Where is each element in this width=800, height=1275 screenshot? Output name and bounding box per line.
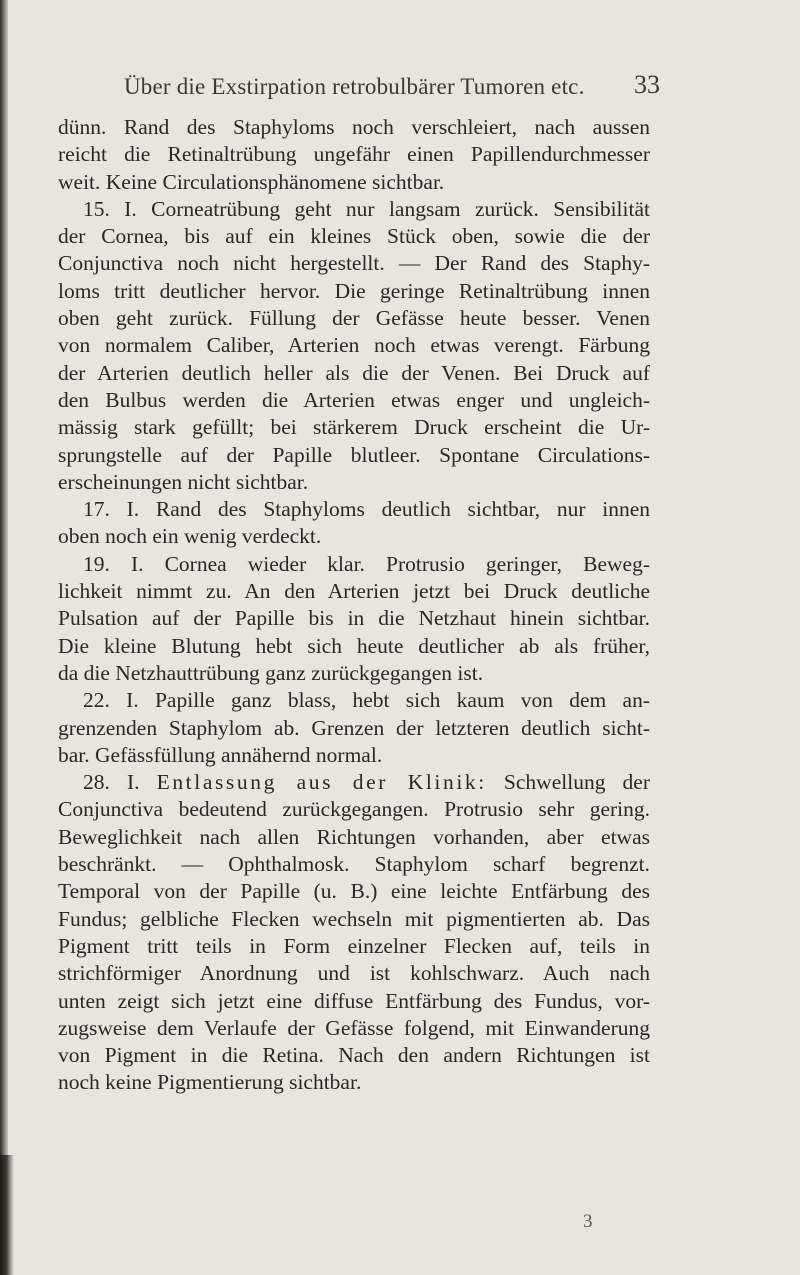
text-line: dünn. Rand des Staphyloms noch verschleiert, nach aussen [58, 115, 650, 139]
text-line: Conjunctiva noch nicht hergestellt. — Der Rand des Staphy- [58, 251, 650, 276]
text-line: zugsweise dem Verlaufe der Gefässe folgend, mit Einwanderung [58, 1015, 650, 1040]
text-line: sprungstelle auf der Papille blutleer. Spontane Circulations- [58, 442, 650, 467]
text-line: Die kleine Blutung hebt sich heute deutlicher ab als früher, [58, 633, 650, 658]
text-line: oben geht zurück. Füllung der Gefässe heute besser. Venen [58, 306, 650, 331]
text-line: weit. Keine Circulationsphänomene sichtbar. [58, 169, 445, 194]
text-line: oben noch ein wenig verdeckt. [58, 524, 322, 549]
text-line: Pigment tritt teils in Form einzelner Flecken auf, teils in [58, 933, 650, 958]
text-line: den Bulbus werden die Arterien etwas enger und ungleich- [58, 387, 650, 412]
discharge-heading: Entlassung aus der Klinik: [156, 770, 487, 795]
entry-15-1: 15. I. Corneatrübung geht nur langsam zurück. Sensibilität [83, 196, 650, 221]
text-line: bar. Gefässfüllung annähernd normal. [58, 742, 383, 767]
text-line: strichförmiger Anordnung und ist kohlschwarz. Auch nach [58, 961, 650, 986]
text-line: mässig stark gefüllt; bei stärkerem Druck erscheint die Ur- [58, 415, 650, 440]
text-line: der Arterien deutlich heller als die der Venen. Bei Druck auf [58, 360, 650, 385]
running-header [0, 70, 800, 104]
entry-28-1 [58, 769, 650, 796]
entry-19-1: 19. I. Cornea wieder klar. Protrusio geringer, Beweg- [83, 551, 650, 576]
page-binding-shadow [0, 1155, 14, 1275]
text-line: Temporal von der Papille (u. B.) eine leichte Entfärbung des [58, 879, 650, 904]
body-text [58, 114, 650, 1097]
text-line: Fundus; gelbliche Flecken wechseln mit pigmentierten ab. Das [58, 906, 650, 931]
running-title: Über die Exstirpation retrobulbärer Tumoren etc. [124, 74, 585, 99]
text-line: der Cornea, bis auf ein kleines Stück oben, sowie die der [58, 224, 650, 249]
text-line: beschränkt. — Ophthalmosk. Staphylom scharf begrenzt. [58, 852, 650, 877]
text-line: Conjunctiva bedeutend zurückgegangen. Protrusio sehr gering. [58, 797, 650, 822]
text-line: grenzenden Staphylom ab. Grenzen der letzteren deutlich sicht- [58, 715, 650, 740]
text-line: Beweglichkeit nach allen Richtungen vorhanden, aber etwas [58, 824, 650, 849]
signature-mark: 3 [583, 1211, 593, 1232]
page-number: 33 [634, 70, 660, 99]
text-line: lichkeit nimmt zu. An den Arterien jetzt bei Druck deutliche [58, 579, 650, 604]
text-line: von normalem Caliber, Arterien noch etwas verengt. Färbung [58, 333, 650, 358]
entry-date: 28. I. [83, 770, 157, 795]
text-line: von Pigment in die Retina. Nach den andern Richtungen ist [58, 1043, 650, 1068]
page-binding-edge [0, 0, 8, 1275]
text-line: unten zeigt sich jetzt eine diffuse Entfärbung des Fundus, vor- [58, 988, 650, 1013]
text-line: erscheinungen nicht sichtbar. [58, 469, 309, 494]
text-line: reicht die Retinaltrübung ungefähr einen Papillendurchmesser [58, 142, 650, 167]
entry-17-1: 17. I. Rand des Staphyloms deutlich sichtbar, nur innen [83, 497, 650, 522]
text-line: loms tritt deutlicher hervor. Die geringe Retinaltrübung innen [58, 278, 650, 303]
entry-text: Schwellung der [486, 770, 650, 795]
entry-22-1: 22. I. Papille ganz blass, hebt sich kaum von dem an- [83, 688, 650, 713]
text-line: da die Netzhauttrübung ganz zurückgegangen ist. [58, 660, 484, 685]
text-line: noch keine Pigmentierung sichtbar. [58, 1070, 362, 1095]
text-line: Pulsation auf der Papille bis in die Netzhaut hinein sichtbar. [58, 606, 650, 631]
